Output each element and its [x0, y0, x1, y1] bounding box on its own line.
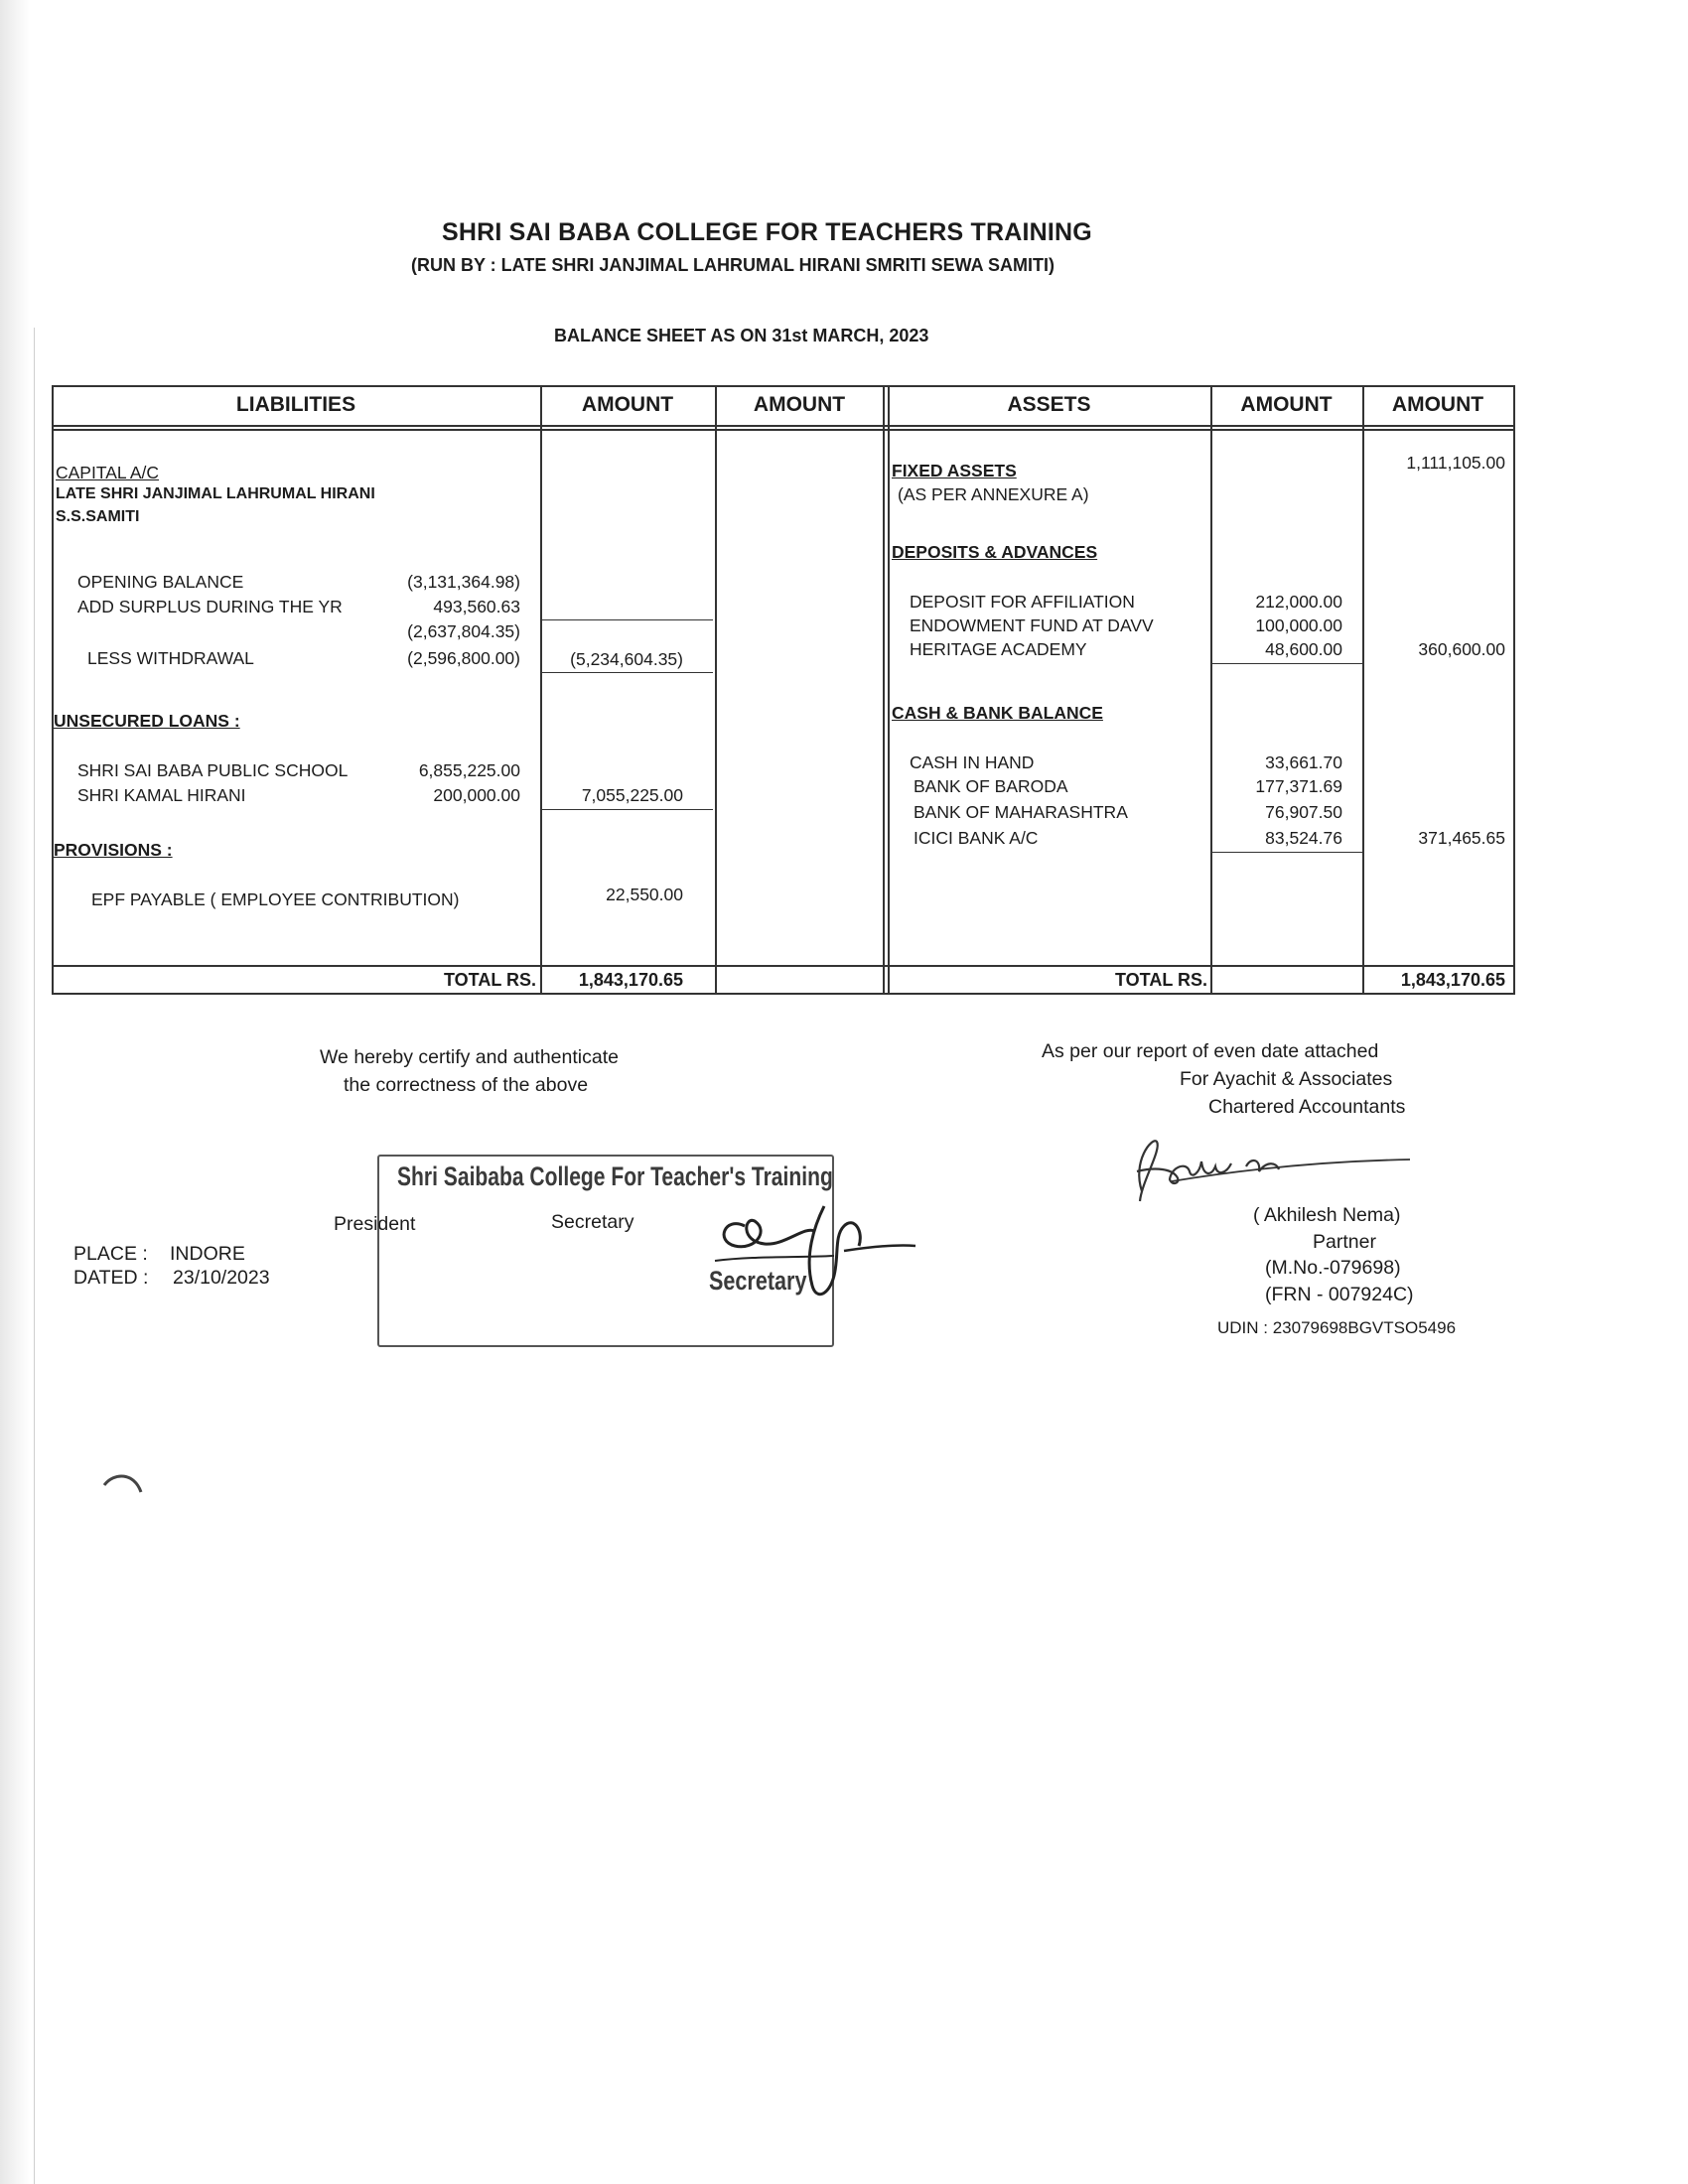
- cash-label: BANK OF BARODA: [914, 776, 1068, 796]
- cash-bank-heading: CASH & BANK BALANCE: [892, 703, 1103, 723]
- scan-shadow: [0, 0, 30, 2184]
- opening-balance-value: (3,131,364.98): [407, 572, 520, 592]
- loan-label: SHRI SAI BABA PUBLIC SCHOOL: [77, 760, 349, 780]
- subtotal-value: (2,637,804.35): [407, 621, 520, 641]
- col-border: [715, 385, 717, 995]
- stamp-secretary: Secretary: [709, 1266, 807, 1296]
- surplus-value: 493,560.63: [433, 597, 520, 616]
- col-border: [1362, 385, 1364, 995]
- dated-label: DATED :: [73, 1267, 149, 1289]
- auditor-name: ( Akhilesh Nema): [1253, 1204, 1401, 1226]
- loans-total-value: 7,055,225.00: [581, 785, 683, 805]
- liabilities-total-label: TOTAL RS.: [443, 970, 536, 990]
- secretary-signature: [695, 1186, 923, 1315]
- deposit-label: HERITAGE ACADEMY: [910, 639, 1087, 659]
- balance-sheet-title: BALANCE SHEET AS ON 31st MARCH, 2023: [554, 326, 929, 345]
- certify-line-2: the correctness of the above: [344, 1074, 589, 1096]
- liabilities-total-value: 1,843,170.65: [578, 970, 683, 990]
- total-row-top-border: [52, 965, 1515, 967]
- deposit-value: 212,000.00: [1255, 592, 1342, 612]
- loans-rule: [542, 809, 713, 810]
- cash-value: 33,661.70: [1265, 752, 1342, 772]
- cash-value: 177,371.69: [1255, 776, 1342, 796]
- deposits-heading: DEPOSITS & ADVANCES: [892, 542, 1098, 562]
- auditor-type: Chartered Accountants: [1208, 1096, 1406, 1118]
- president-label: President: [334, 1213, 416, 1235]
- col-border: [1210, 385, 1212, 995]
- auditor-membership: (M.No.-079698): [1265, 1257, 1401, 1279]
- header-amount-3: AMOUNT: [1240, 393, 1333, 416]
- cash-label: ICICI BANK A/C: [914, 828, 1039, 848]
- unsecured-loans-heading: UNSECURED LOANS :: [54, 711, 240, 731]
- header-amount-4: AMOUNT: [1391, 393, 1484, 416]
- epf-value: 22,550.00: [606, 885, 683, 904]
- loan-value: 200,000.00: [433, 785, 520, 805]
- college-subtitle: (RUN BY : LATE SHRI JANJIMAL LAHRUMAL HIRANI SMRITI SEWA SAMITI): [411, 255, 1055, 275]
- withdrawal-label: LESS WITHDRAWAL: [87, 648, 254, 668]
- assets-total-label: TOTAL RS.: [1114, 970, 1207, 990]
- scan-edge-line: [34, 328, 35, 2184]
- header-amount-1: AMOUNT: [581, 393, 674, 416]
- cash-value: 76,907.50: [1265, 802, 1342, 822]
- place-value: INDORE: [170, 1243, 245, 1265]
- fixed-assets-heading: FIXED ASSETS: [892, 461, 1017, 480]
- loan-label: SHRI KAMAL HIRANI: [77, 785, 246, 805]
- table-top-border: [52, 385, 1515, 387]
- auditor-signature: [1112, 1122, 1430, 1211]
- cash-value: 83,524.76: [1265, 828, 1342, 848]
- assets-total-value: 1,843,170.65: [1400, 970, 1505, 990]
- auditor-frn: (FRN - 007924C): [1265, 1284, 1414, 1305]
- header-bottom-border: [52, 425, 1515, 427]
- deposit-label: ENDOWMENT FUND AT DAVV: [910, 615, 1154, 635]
- capital-name-line1: LATE SHRI JANJIMAL LAHRUMAL HIRANI: [56, 485, 375, 502]
- surplus-label: ADD SURPLUS DURING THE YR: [77, 597, 343, 616]
- cash-label: CASH IN HAND: [910, 752, 1035, 772]
- fixed-assets-value: 1,111,105.00: [1406, 453, 1505, 473]
- place-label: PLACE :: [73, 1243, 148, 1265]
- col-border: [1513, 385, 1515, 995]
- fixed-assets-annexure: (AS PER ANNEXURE A): [898, 484, 1089, 504]
- punch-hole-mark: [99, 1467, 149, 1507]
- auditor-firm: For Ayachit & Associates: [1180, 1068, 1393, 1090]
- deposit-label: DEPOSIT FOR AFFILIATION: [910, 592, 1135, 612]
- deposit-value: 48,600.00: [1265, 639, 1342, 659]
- college-title: SHRI SAI BABA COLLEGE FOR TEACHERS TRAINING: [442, 218, 1092, 246]
- auditor-report-line: As per our report of even date attached: [1042, 1040, 1379, 1062]
- deposit-value: 100,000.00: [1255, 615, 1342, 635]
- header-amount-2: AMOUNT: [753, 393, 846, 416]
- col-border: [52, 385, 54, 995]
- col-border: [888, 385, 890, 995]
- header-liabilities: LIABILITIES: [235, 393, 356, 416]
- auditor-udin: UDIN : 23079698BGVTSO5496: [1217, 1318, 1457, 1337]
- capital-total-value: (5,234,604.35): [570, 649, 683, 669]
- withdrawal-rule: [542, 672, 713, 673]
- deposits-rule: [1212, 663, 1362, 664]
- header-assets: ASSETS: [1007, 393, 1091, 416]
- table-bottom-border: [52, 993, 1515, 995]
- header-bottom-border-2: [52, 429, 1515, 431]
- deposits-total-value: 360,600.00: [1418, 639, 1505, 659]
- col-border: [883, 385, 885, 995]
- cash-rule: [1212, 852, 1362, 853]
- stamp-college-name: Shri Saibaba College For Teacher's Training: [397, 1161, 833, 1191]
- epf-label: EPF PAYABLE ( EMPLOYEE CONTRIBUTION): [91, 889, 460, 909]
- auditor-role: Partner: [1313, 1231, 1376, 1253]
- secretary-label: Secretary: [551, 1211, 634, 1233]
- date-value: 23/10/2023: [173, 1267, 270, 1289]
- withdrawal-value: (2,596,800.00): [407, 648, 520, 668]
- loan-value: 6,855,225.00: [418, 760, 520, 780]
- cash-total-value: 371,465.65: [1418, 828, 1505, 848]
- balance-sheet-table: [52, 385, 1515, 995]
- subtotal-rule: [542, 619, 713, 620]
- col-border: [540, 385, 542, 995]
- opening-balance-label: OPENING BALANCE: [77, 572, 244, 592]
- cash-label: BANK OF MAHARASHTRA: [914, 802, 1128, 822]
- provisions-heading: PROVISIONS :: [54, 840, 173, 860]
- capital-name-line2: S.S.SAMITI: [56, 508, 140, 525]
- capital-heading: CAPITAL A/C: [56, 463, 160, 482]
- certify-line-1: We hereby certify and authenticate: [320, 1046, 619, 1068]
